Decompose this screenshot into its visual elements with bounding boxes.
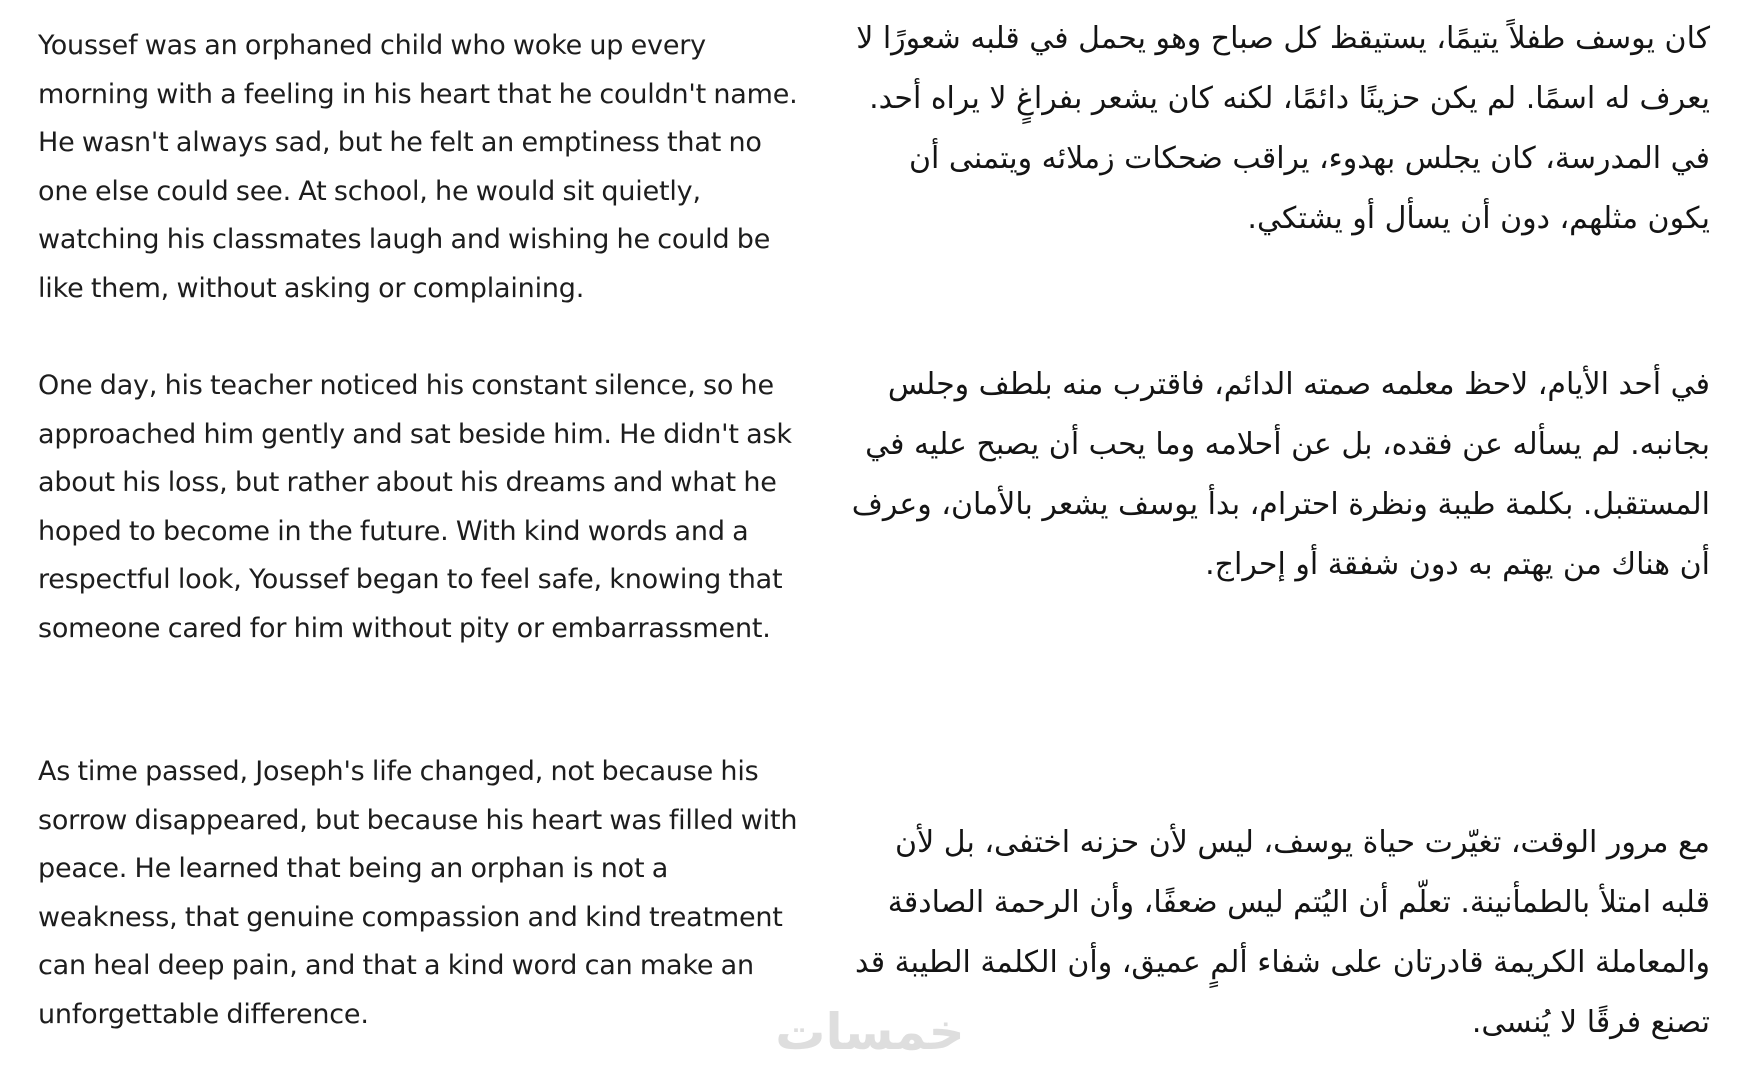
english-paragraph-3: As time passed, Joseph's life changed, not because his sorrow disappeared, but because his heart was filled with peace. He learned that being an orphan is not a weakness, that genuine compassion and kind treatment can heal deep pain, and that a kind word can make an unforgettable difference. <box>38 756 798 1030</box>
english-paragraph-1: Youssef was an orphaned child who woke up every morning with a feeling in his heart that he couldn't name. He wasn't always sad, but he felt an emptiness that no one else could see. At school, he would sit quietly, watching his classmates laugh and wishing he could be like them, without asking or complaining. <box>38 30 798 304</box>
arabic-paragraph-3: مع مرور الوقت، تغيّرت حياة يوسف، ليس لأن حزنه اختفى، بل لأن قلبه امتلأ بالطمأنينة. تعلّم أن اليُتم ليس ضعفًا، وأن الرحمة الصادقة والمعاملة الكريمة قادرتان على شفاء ألمٍ عميق، وأن الكلمة الطيبة قد تصنع فرقًا لا يُنسى. <box>854 825 1710 1040</box>
arabic-column <box>850 0 1710 1080</box>
watermark-logo: خمسات <box>775 1003 965 1061</box>
english-column <box>38 0 798 1080</box>
arabic-paragraph-2: في أحد الأيام، لاحظ معلمه صمته الدائم، فاقترب منه بلطف وجلس بجانبه. لم يسأله عن فقده، بل عن أحلامه وما يحب أن يصبح عليه في المستقبل. بكلمة طيبة ونظرة احترام، بدأ يوسف يشعر بالأمان، وعرف أن هناك من يهتم به دون شفقة أو إحراج. <box>851 367 1710 582</box>
english-paragraph-2: One day, his teacher noticed his constant silence, so he approached him gently and sat beside him. He didn't ask about his loss, but rather about his dreams and what he hoped to become in the future. With kind words and a respectful look, Youssef began to feel safe, knowing that someone cared for him without pity or embarrassment. <box>38 370 792 644</box>
arabic-paragraph-1: كان يوسف طفلاً يتيمًا، يستيقظ كل صباح وهو يحمل في قلبه شعورًا لا يعرف له اسمًا. لم يكن حزينًا دائمًا، لكنه كان يشعر بفراغٍ لا يراه أحد. في المدرسة، كان يجلس بهدوء، يراقب ضحكات زملائه ويتمنى أن يكون مثلهم، دون أن يسأل أو يشتكي. <box>856 21 1710 236</box>
